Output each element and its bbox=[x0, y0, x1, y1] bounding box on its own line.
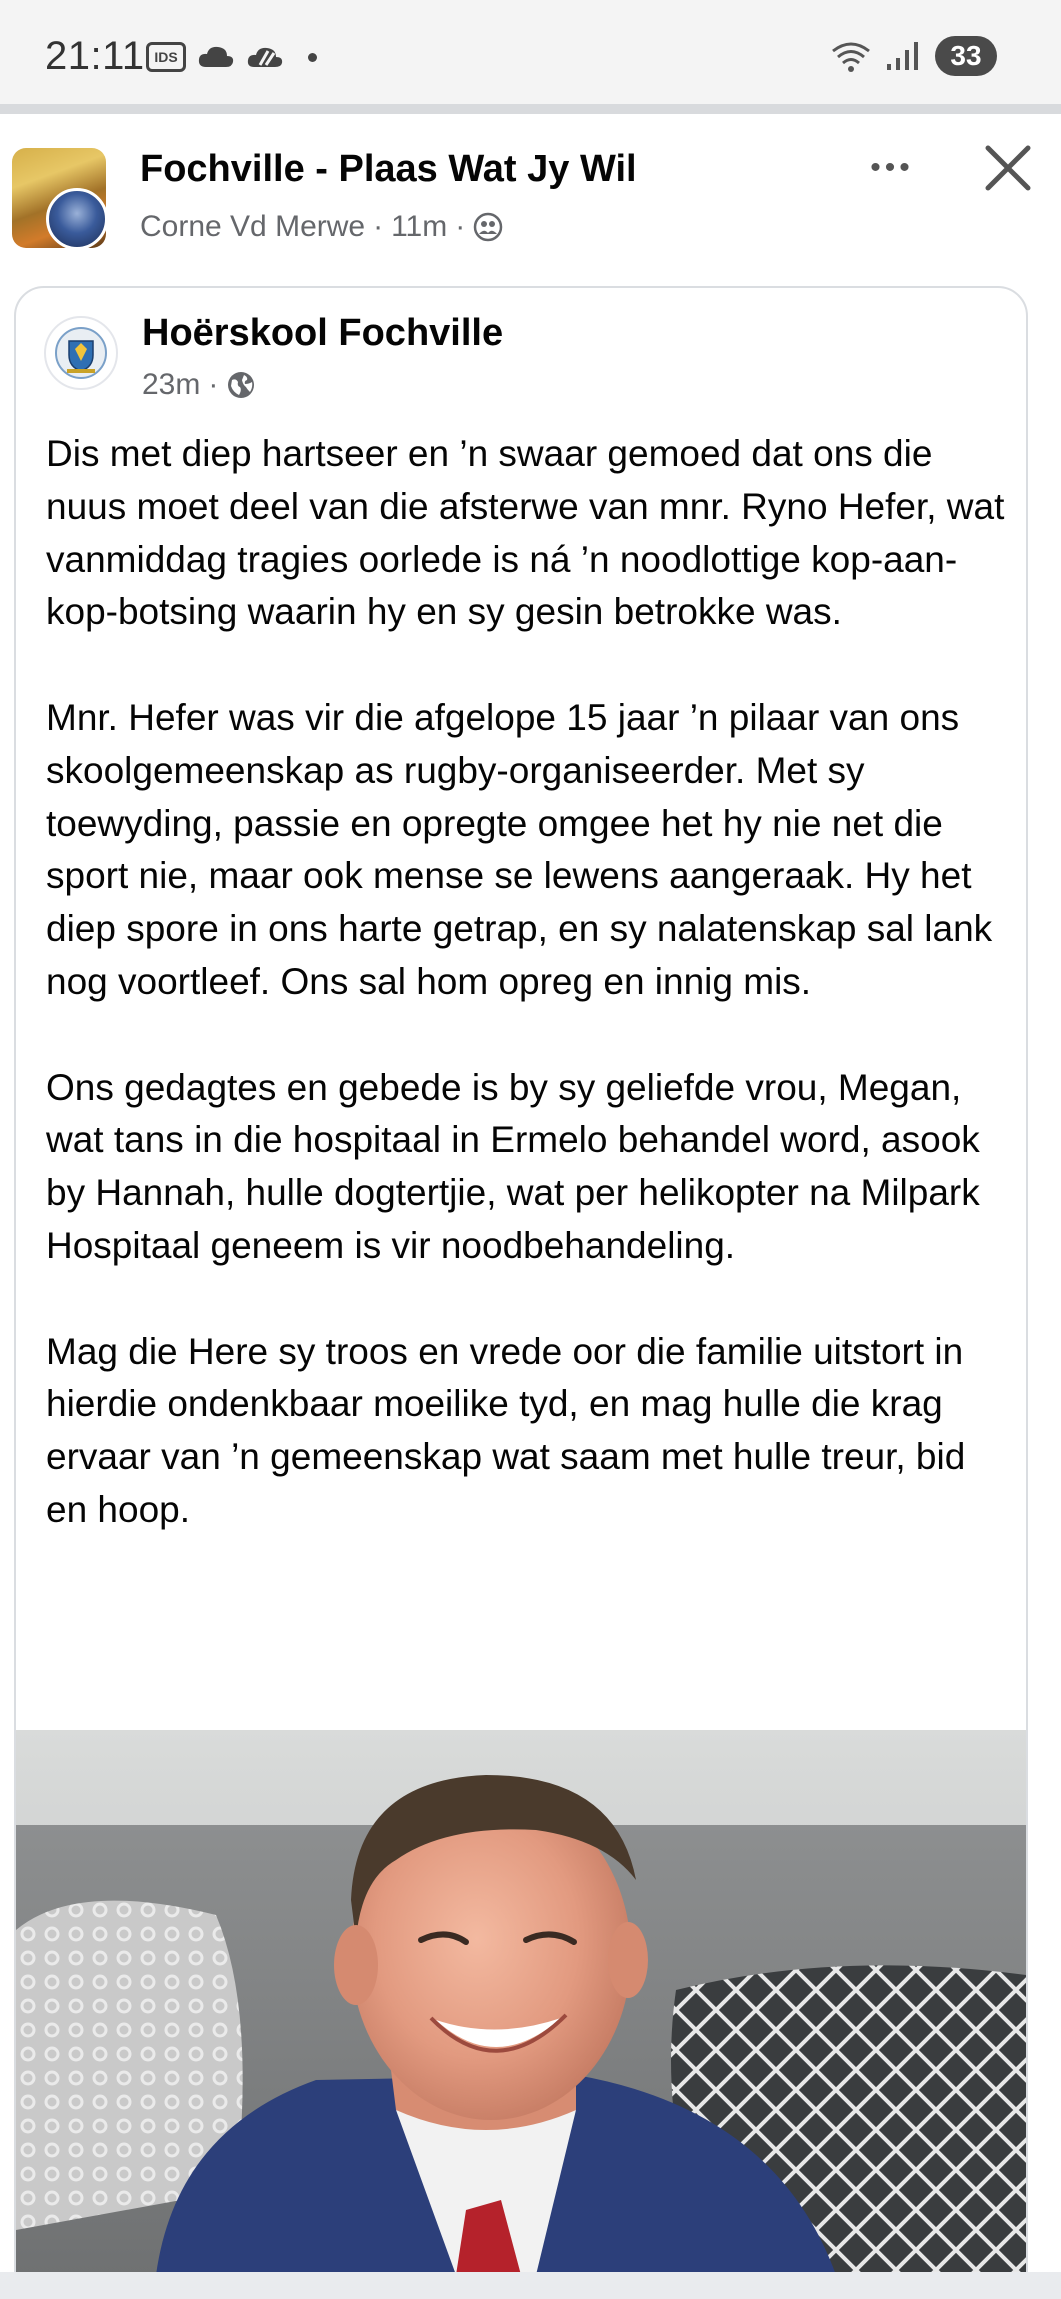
author-avatar[interactable] bbox=[46, 188, 106, 248]
meta-separator: · bbox=[208, 368, 219, 401]
post-time[interactable]: 11m bbox=[391, 210, 448, 243]
page-avatar[interactable] bbox=[44, 316, 118, 390]
post-paragraph: Mnr. Hefer was vir die afgelope 15 jaar ’n pilaar van ons skoolgemeenskap as rugby-organiseerder. Met sy toewyding, passie en opregte omgee het hy nie net die sport nie, maar ook mense se lewens aangeraak. Hy het diep spore in ons harte getrap, en sy nalatenskap sal lank nog voortleef. Ons sal hom opreg en innig mis. bbox=[46, 696, 993, 1002]
signal-icon bbox=[885, 40, 921, 72]
post-meta bbox=[140, 210, 503, 244]
battery-indicator: 33 bbox=[935, 36, 997, 76]
notification-dot bbox=[308, 53, 317, 62]
more-horizontal-icon: ••• bbox=[870, 151, 914, 184]
status-divider bbox=[0, 104, 1061, 114]
globe-icon bbox=[226, 370, 256, 400]
wifi-icon bbox=[831, 39, 871, 73]
post-paragraph: Dis met diep hartseer en ’n swaar gemoed dat ons die nuus moet deel van die afsterwe van mnr. Ryno Hefer, wat vanmiddag tragies oorlede is ná ’n noodlottige kop-aan-kop-botsing waarin hy en sy gesin betrokke was. bbox=[46, 433, 1005, 633]
portrait-photo bbox=[16, 1730, 1026, 2275]
author-name[interactable]: Corne Vd Merwe bbox=[140, 210, 366, 243]
shared-post-time[interactable]: 23m bbox=[142, 368, 201, 401]
status-time: 21:11 bbox=[45, 34, 145, 78]
group-post-header bbox=[0, 114, 1061, 284]
post-body bbox=[46, 428, 1016, 1537]
post-paragraph: Mag die Here sy troos en vrede oor die familie uitstort in hierdie ondenkbaar moeilike tyd, en mag hulle die krag ervaar van ’n gemeenskap wat saam met hulle treur, bid en hoop. bbox=[46, 1330, 966, 1530]
group-members-icon bbox=[473, 212, 503, 242]
close-icon[interactable] bbox=[978, 138, 1038, 198]
cloud-icon bbox=[196, 43, 236, 71]
shared-post-meta bbox=[142, 368, 256, 402]
shared-post-card[interactable] bbox=[14, 286, 1028, 2299]
bottom-bar bbox=[0, 2272, 1061, 2299]
more-options-button[interactable] bbox=[862, 146, 922, 190]
school-crest-icon bbox=[53, 325, 109, 381]
status-icons-right bbox=[831, 36, 997, 76]
meta-separator: · bbox=[455, 210, 466, 243]
post-photo[interactable] bbox=[16, 1730, 1026, 2275]
group-title[interactable]: Fochville - Plaas Wat Jy Wil bbox=[140, 148, 637, 190]
status-bar bbox=[0, 0, 1061, 104]
status-icons-left bbox=[146, 42, 317, 72]
post-paragraph: Ons gedagtes en gebede is by sy geliefde vrou, Megan, wat tans in die hospitaal in Ermelo behandel word, asook by Hannah, hulle dogtertjie, wat per helikopter na Milpark Hospitaal geneem is vir noodbehandeling. bbox=[46, 1066, 980, 1266]
page-name[interactable]: Hoërskool Fochville bbox=[142, 312, 504, 354]
ids-icon: IDS bbox=[146, 42, 186, 72]
weather-icon bbox=[246, 43, 286, 71]
group-avatar[interactable] bbox=[12, 148, 106, 248]
meta-separator: · bbox=[373, 210, 384, 243]
